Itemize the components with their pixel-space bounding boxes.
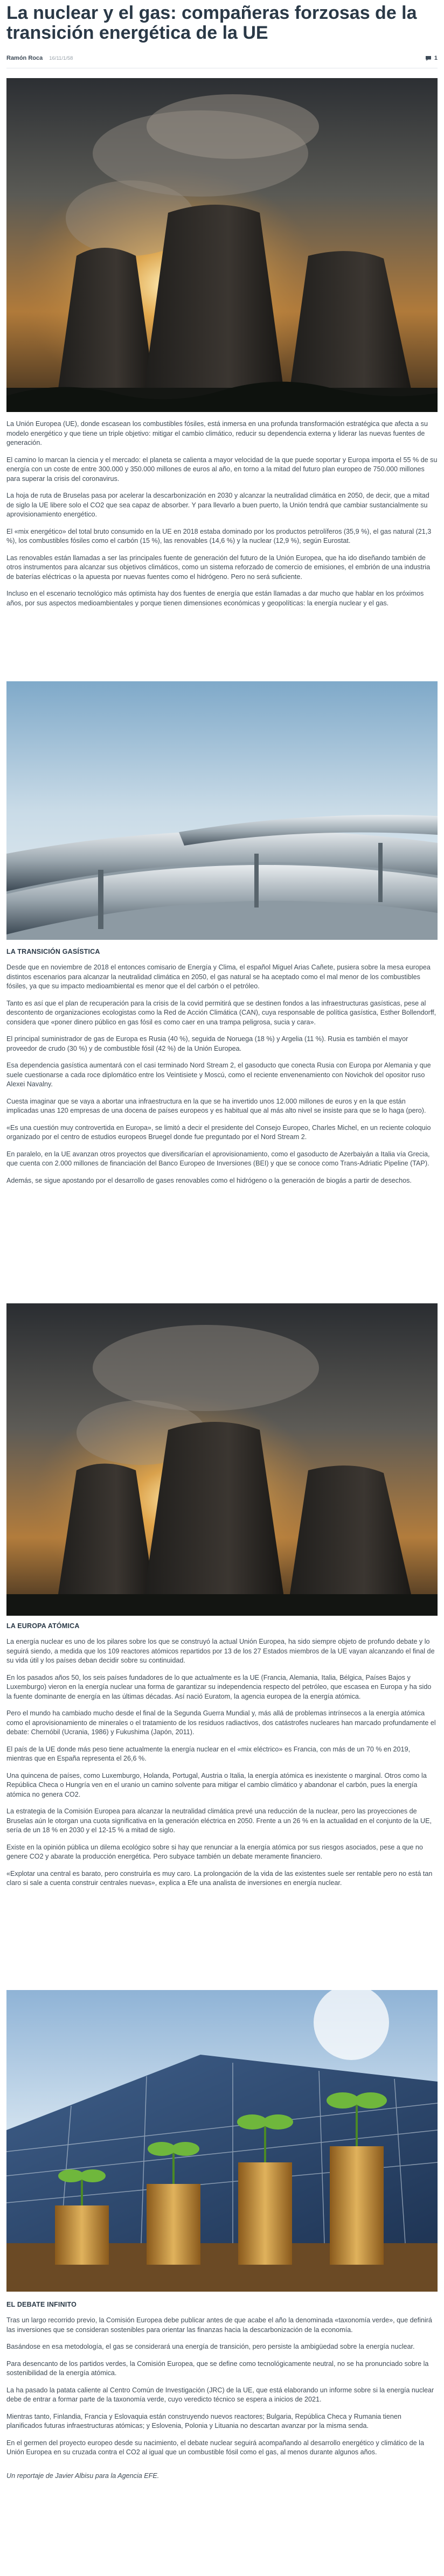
nuclear-paragraph: Una quincena de países, como Luxemburgo, Holanda, Portugal, Austria o Italia, la energía atómica es inexistente o marginal. Otros como la República Checa o Hungría ven en el uranio un camino solvente para mitigar el cambio climático y abandonar el carbón, pues la energía atómica no genera CO2. (6, 1771, 427, 1798)
intro-paragraph: Incluso en el escenario tecnológico más optimista hay dos fuentes de energía que están llamadas a dar mucho que hablar en los próximos años, por sus aspectos medioambientales y porque tienen dimensiones económicas y geopolíticas: la energía nuclear y el gas. (6, 590, 424, 607)
article-meta (6, 54, 438, 62)
debate-paragraph: La ha pasado la patata caliente al Centro Común de Investigación (JRC) de la UE, que está elaborando un informe sobre si la energía nuclear debe de entrar a formar parte de la taxonomía verde, cuyo veredicto técnico se espera a inicios de 2021. (6, 2386, 434, 2403)
gas-paragraph: Esa dependencia gasística aumentará con el casi terminado Nord Stream 2, el gasoducto que conecta Rusia con Europa por Alemania y que suele cuestionarse a cada roce diplomático entre los Veintisiete y Moscú, como el reciente envenenamiento con Novichok del opositor ruso Alexei Navalny. (6, 1062, 431, 1088)
gas-paragraph: Desde que en noviembre de 2018 el entonces comisario de Energía y Clima, el español Miguel Arias Cañete, pusiera sobre la mesa europea distintos escenarios para alcanzar la neutralidad climática en 2050, el gas natural se ha aceptado como el mal menor de los combustibles fósiles, ya que su impacto medioambiental es menor que el del carbón o el petróleo. (6, 964, 431, 990)
section-heading-debate: EL DEBATE INFINITO (6, 2301, 77, 2308)
debate-paragraph: Tras un largo recorrido previo, la Comisión Europea debe publicar antes de que acabe el año la denominada «taxonomía verde», que definirá las inversiones que se consideran sostenibles para orientar las finanzas hacia la descarbonización de la economía. (6, 2316, 432, 2334)
nuclear-paragraph: Pero el mundo ha cambiado mucho desde el final de la Segunda Guerra Mundial y, más allá de problemas intrínsecos a la energía atómica como el aprovisionamiento de minerales o el tratamiento de los residuos radiactivos, dos catástrofes nucleares han marcado profundamente el debate: Chernóbil (Ucrania, 1986) y Fukushima (Japón, 2011). (6, 1709, 436, 1736)
intro-paragraph: La Unión Europea (UE), donde escasean los combustibles fósiles, está inmersa en una profunda transformación estratégica que afecta a su modelo energético y que tiene un triple objetivo: mitigar el cambio climático, reducir su dependencia externa y liderar las nuevas fuentes de generación. (6, 420, 428, 446)
gas-paragraph: En paralelo, en la UE avanzan otros proyectos que diversificarían el aprovisionamiento, como el gasoducto de Azerbaiyán a Italia vía Grecia, que cuenta con 2.000 millones de financiación del Banco Europeo de Inversiones (BEI) y que se conoce como Trans-Adriatic Pipeline (TAP). (6, 1150, 430, 1167)
gas-paragraph: Tanto es así que el plan de recuperación para la crisis de la covid permitirá que se destinen fondos a las infraestructuras gasísticas, pese al descontento de organizaciones ecologistas como la Red de Acción Climática (CAN), cuya responsable de política gasística, Esther Bollendorff, considera que «poner dinero público en gas fósil es como caer en una trampa peligrosa, sucia y cara». (6, 999, 436, 1026)
section-heading-nuclear: LA EUROPA ATÓMICA (6, 1622, 80, 1630)
comment-count: 1 (434, 55, 438, 61)
section-heading-gas: LA TRANSICIÓN GASÍSTICA (6, 948, 100, 955)
pipelines-image (6, 681, 438, 940)
debate-section (6, 2301, 438, 2481)
article-byline: Un reportaje de Javier Albisu para la Agencia EFE. (6, 2472, 159, 2480)
intro-paragraph: Las renovables están llamadas a ser las principales fuente de generación del futuro de la Unión Europea, que ha ido diseñando también de otros instrumentos para alcanzar sus objetivos climáticos, como un sistema reforzado de comercio de emisiones, el embrión de una industria de baterías eléctricas o la apuesta por nuevas fuentes como el hidrógeno. Pero no será suficiente. (6, 554, 431, 581)
debate-paragraph: Mientras tanto, Finlandia, Francia y Eslovaquia están construyendo nuevos reactores; Bulgaria, República Checa y Rumania tienen planificados futuras infraestructuras atómicas; y Eslovenia, Polonia y Lituania no descartan avanzar por la misma senda. (6, 2412, 401, 2430)
cooling-towers-image (6, 1303, 438, 1616)
article-date: 16/11/1/58 (49, 55, 73, 61)
gas-paragraph: El principal suministrador de gas de Europa es Rusia (40 %), seguida de Noruega (18 %) y Argelia (11 %). Rusia es también el mayor proveedor de crudo (30 %) y de combustible fósil (42 %) de la Unión Europea. (6, 1035, 408, 1052)
gas-paragraph: Además, se sigue apostando por el desarrollo de gases renovables como el hidrógeno o la generación de biogás a partir de desechos. (6, 1176, 412, 1184)
nuclear-paragraph: «Explotar una central es barato, pero construirla es muy caro. La prolongación de la vida de las existentes suele ser rentable pero no está tan claro si sale a cuenta construir centrales nuevas», explica a Efe una analista de inversiones en energía nuclear. (6, 1869, 433, 1887)
gas-paragraph: «Es una cuestión muy controvertida en Europa», se limitó a decir el presidente del Consejo Europeo, Charles Michel, en un reciente coloquio organizado por el centro de estudios europeos Bruegel donde fue preguntado por el Nord Stream 2. (6, 1123, 431, 1141)
article-author[interactable]: Ramón Roca (6, 55, 43, 61)
solar-coins-sprouts-image (6, 1990, 438, 2292)
hero-image-cooling-towers (6, 78, 438, 412)
gas-paragraph: Cuesta imaginar que se vaya a abortar una infraestructura en la que se ha invertido unos 12.000 millones de euros y en la que están implicadas unas 120 empresas de una docena de países europeos y es habitual que al más alto nivel se insiste para que se lo haga (pero). (6, 1097, 426, 1114)
nuclear-paragraph: La energía nuclear es uno de los pilares sobre los que se construyó la actual Unión Europea, ha sido siempre objeto de profundo debate y lo seguirá siendo, a medida que los 109 reactores atómicos repartidos por 13 de los 27 Estados miembros de la UE vayan alcanzando el final de su vida útil y los países deban decidir sobre su continuidad. (6, 1638, 435, 1664)
nuclear-paragraph: El país de la UE donde más peso tiene actualmente la energía nuclear en el «mix eléctrico» es Francia, con más de un 70 % en 2019, mientras que en España representa el 26,6 %. (6, 1745, 411, 1762)
debate-paragraph: Basándose en esa metodología, el gas se considerará una energía de transición, pero persiste la ambigüedad sobre la energía nuclear. (6, 2343, 415, 2350)
nuclear-paragraph: La estrategia de la Comisión Europea para alcanzar la neutralidad climática prevé una reducción de la nuclear, pero las proyecciones de Bruselas aún le otorgan una cuota significativa en la generación eléctrica en 2050. Frente a un 26 % en la actualidad en el conjunto de la UE, sería de un 18 % en 2030 y el 12-15 % a mitad de siglo. (6, 1807, 432, 1834)
gas-section (6, 948, 438, 1185)
intro-paragraph: La hoja de ruta de Bruselas pasa por acelerar la descarbonización en 2030 y alcanzar la neutralidad climática en 2050, de decir, que a mitad de siglo la UE libere solo el CO2 que sea capaz de absorber. Y para llevarlo a buen puerto, la Unión tendrá que cambiar sustancialmente su aprovisionamiento energético. (6, 492, 429, 518)
intro-paragraph: El camino lo marcan la ciencia y el mercado: el planeta se calienta a mayor velocidad de la que puede soportar y Europa importa el 55 % de su energía con un coste de entre 300.000 y 350.000 millones de euros al año, en torno a la mitad del futuro plan europeo de 750.000 millones para superar la crisis del coronavirus. (6, 456, 438, 483)
article-title: La nuclear y el gas: compañeras forzosas de la transición energética de la UE (6, 3, 417, 43)
debate-paragraph: En el germen del proyecto europeo desde su nacimiento, el debate nuclear seguirá acompañando al desarrollo energético y climático de la Unión Europea en su cruzada contra el CO2 al igual que un combustible fósil como el gas, al menos durante algunos años. (6, 2439, 424, 2456)
nuclear-paragraph: En los pasados años 50, los seis países fundadores de lo que actualmente es la UE (Francia, Alemania, Italia, Bélgica, Países Bajos y Luxemburgo) vieron en la energía nuclear una forma de garantizar su independencia respecto del petróleo, que escasea en Europa y ha sido la fuente dominante de energía en las últimas décadas. Así nació Euratom, la agencia europea de la energía atómica. (6, 1673, 432, 1700)
intro-section (6, 420, 438, 608)
intro-paragraph: El «mix energético» del total bruto consumido en la UE en 2018 estaba dominado por los productos petrolíferos (35,9 %), el gas natural (21,3 %), los combustibles fósiles como el carbón (15 %), las renovables (14,6 %) y la nuclear (12,9 %), según Eurostat. (6, 527, 432, 544)
comments-link[interactable] (425, 55, 438, 61)
comment-bubble-icon (425, 55, 432, 61)
nuclear-paragraph: Existe en la opinión pública un dilema ecológico sobre si hay que renunciar a la energía atómica por sus riesgos asociados, pese a que no genere CO2 y abarate la producción energética. Pero subyace también un debate meramente financiero. (6, 1843, 423, 1860)
debate-paragraph: Para desencanto de los partidos verdes, la Comisión Europea, que se define como tecnológicamente neutral, no se ha pronunciado sobre la sostenibilidad de la energía atómica. (6, 2359, 429, 2377)
nuclear-section (6, 1622, 438, 1888)
